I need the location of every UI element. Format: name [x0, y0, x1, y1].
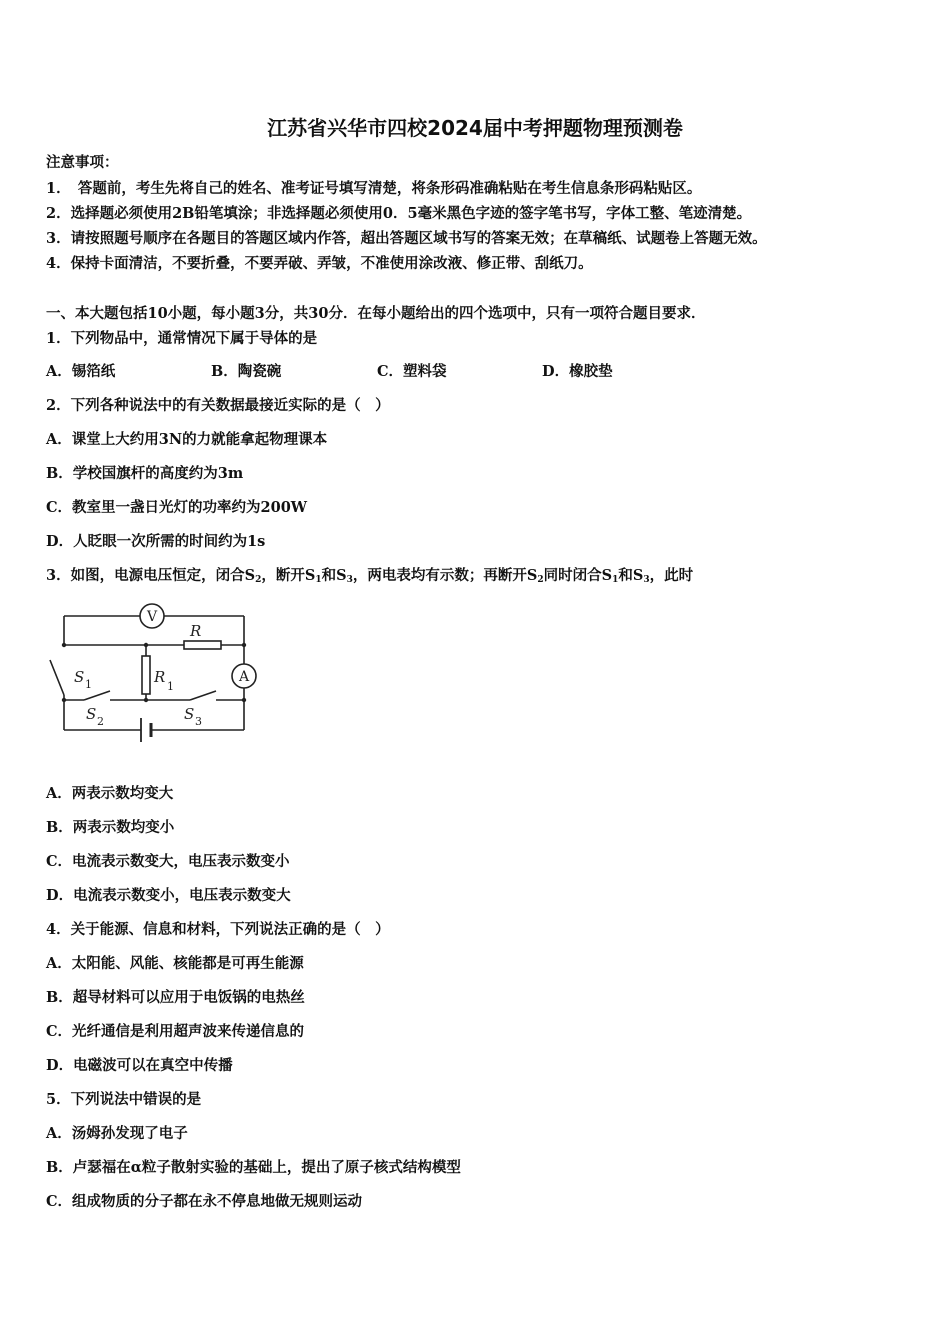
switch-s3-label: S	[184, 705, 195, 723]
switch-s2-label: S	[86, 705, 97, 723]
q3-option-d: D．电流表示数变小，电压表示数变大	[46, 887, 291, 904]
resistor-r-label: R	[190, 622, 202, 640]
junction-dot	[62, 698, 66, 702]
switch-s3-sub: 3	[195, 715, 202, 728]
q3-option-b: B．两表示数均变小	[46, 819, 175, 836]
junction-dot	[242, 643, 246, 647]
ammeter-label: A	[238, 669, 250, 685]
q4-option-c: C．光纤通信是利用超声波来传递信息的	[46, 1023, 305, 1040]
switch-s1-sub: 1	[85, 678, 92, 691]
section-heading: 一、本大题包括10小题，每小题3分，共30分．在每小题给出的四个选项中，只有一项符合题目要求．	[46, 305, 706, 322]
q4-option-a: A．太阳能、风能、核能都是可再生能源	[46, 955, 304, 972]
switch-s1-blade	[50, 660, 64, 695]
q1-stem: 1．下列物品中，通常情况下属于导体的是	[46, 330, 318, 347]
page-title: 江苏省兴华市四校2024届中考押题物理预测卷	[267, 116, 683, 140]
q2-option-d: D．人眨眼一次所需的时间约为1s	[46, 533, 266, 550]
switch-s1-label: S	[74, 668, 85, 686]
q4-option-b: B．超导材料可以应用于电饭锅的电热丝	[46, 989, 305, 1006]
switch-s2-sub: 2	[97, 715, 104, 728]
circuit-diagram	[44, 598, 264, 748]
q1-option-c: C．塑料袋	[377, 363, 447, 380]
q3-option-c: C．电流表示数变大，电压表示数变小	[46, 853, 290, 870]
q2-option-a: A．课堂上大约用3N的力就能拿起物理课本	[46, 431, 328, 448]
resistor-r1	[142, 656, 150, 694]
q4-stem: 4．关于能源、信息和材料，下列说法正确的是（ ）	[46, 921, 390, 938]
q5-option-c: C．组成物质的分子都在永不停息地做无规则运动	[46, 1193, 363, 1210]
q4-option-d: D．电磁波可以在真空中传播	[46, 1057, 233, 1074]
q5-option-a: A．汤姆孙发现了电子	[46, 1125, 188, 1142]
resistor-r	[184, 641, 221, 649]
junction-dot	[62, 643, 66, 647]
switch-s2-blade	[84, 691, 110, 700]
q5-stem: 5．下列说法中错误的是	[46, 1091, 202, 1108]
resistor-r1-sub: 1	[167, 680, 174, 693]
q3-option-a: A．两表示数均变大	[46, 785, 174, 802]
junction-dot	[144, 698, 148, 702]
q3-stem: 3．如图，电源电压恒定，闭合$S_2$，断开$S_1$和$S_3$，两电表均有示数；再断开$S_2$同时闭合$S_1$和$S_3$，此时	[46, 567, 694, 585]
switch-s3-blade	[190, 691, 216, 700]
resistor-r1-label: R	[154, 668, 166, 686]
notice-item-3: 3．请按照题号顺序在各题目的答题区域内作答，超出答题区域书写的答案无效；在草稿纸、试题卷上答题无效。	[46, 230, 767, 247]
voltmeter-label: V	[146, 609, 158, 625]
q1-options	[46, 360, 646, 380]
q2-stem: 2．下列各种说法中的有关数据最接近实际的是（ ）	[46, 397, 390, 414]
q2-option-b: B．学校国旗杆的高度约为3m	[46, 465, 244, 482]
q1-option-b: B．陶瓷碗	[211, 363, 282, 380]
notice-heading: 注意事项：	[46, 154, 119, 171]
q2-option-c: C．教室里一盏日光灯的功率约为200W	[46, 499, 308, 516]
notice-item-4: 4．保持卡面清洁，不要折叠，不要弄破、弄皱，不准使用涂改液、修正带、刮纸刀。	[46, 255, 593, 272]
junction-dot	[242, 698, 246, 702]
junction-dot	[144, 643, 148, 647]
q1-option-a: A．锡箔纸	[46, 363, 116, 380]
q5-option-b: B．卢瑟福在α粒子散射实验的基础上，提出了原子核式结构模型	[46, 1159, 461, 1176]
q1-option-d: D．橡胶垫	[542, 363, 613, 380]
notice-item-2: 2．选择题必须使用2B铅笔填涂；非选择题必须使用0．5毫米黑色字迹的签字笔书写，字体工整、笔迹清楚。	[46, 205, 752, 222]
notice-item-1: 1． 答题前，考生先将自己的姓名、准考证号填写清楚，将条形码准确粘贴在考生信息条形码粘贴区。	[46, 180, 702, 197]
